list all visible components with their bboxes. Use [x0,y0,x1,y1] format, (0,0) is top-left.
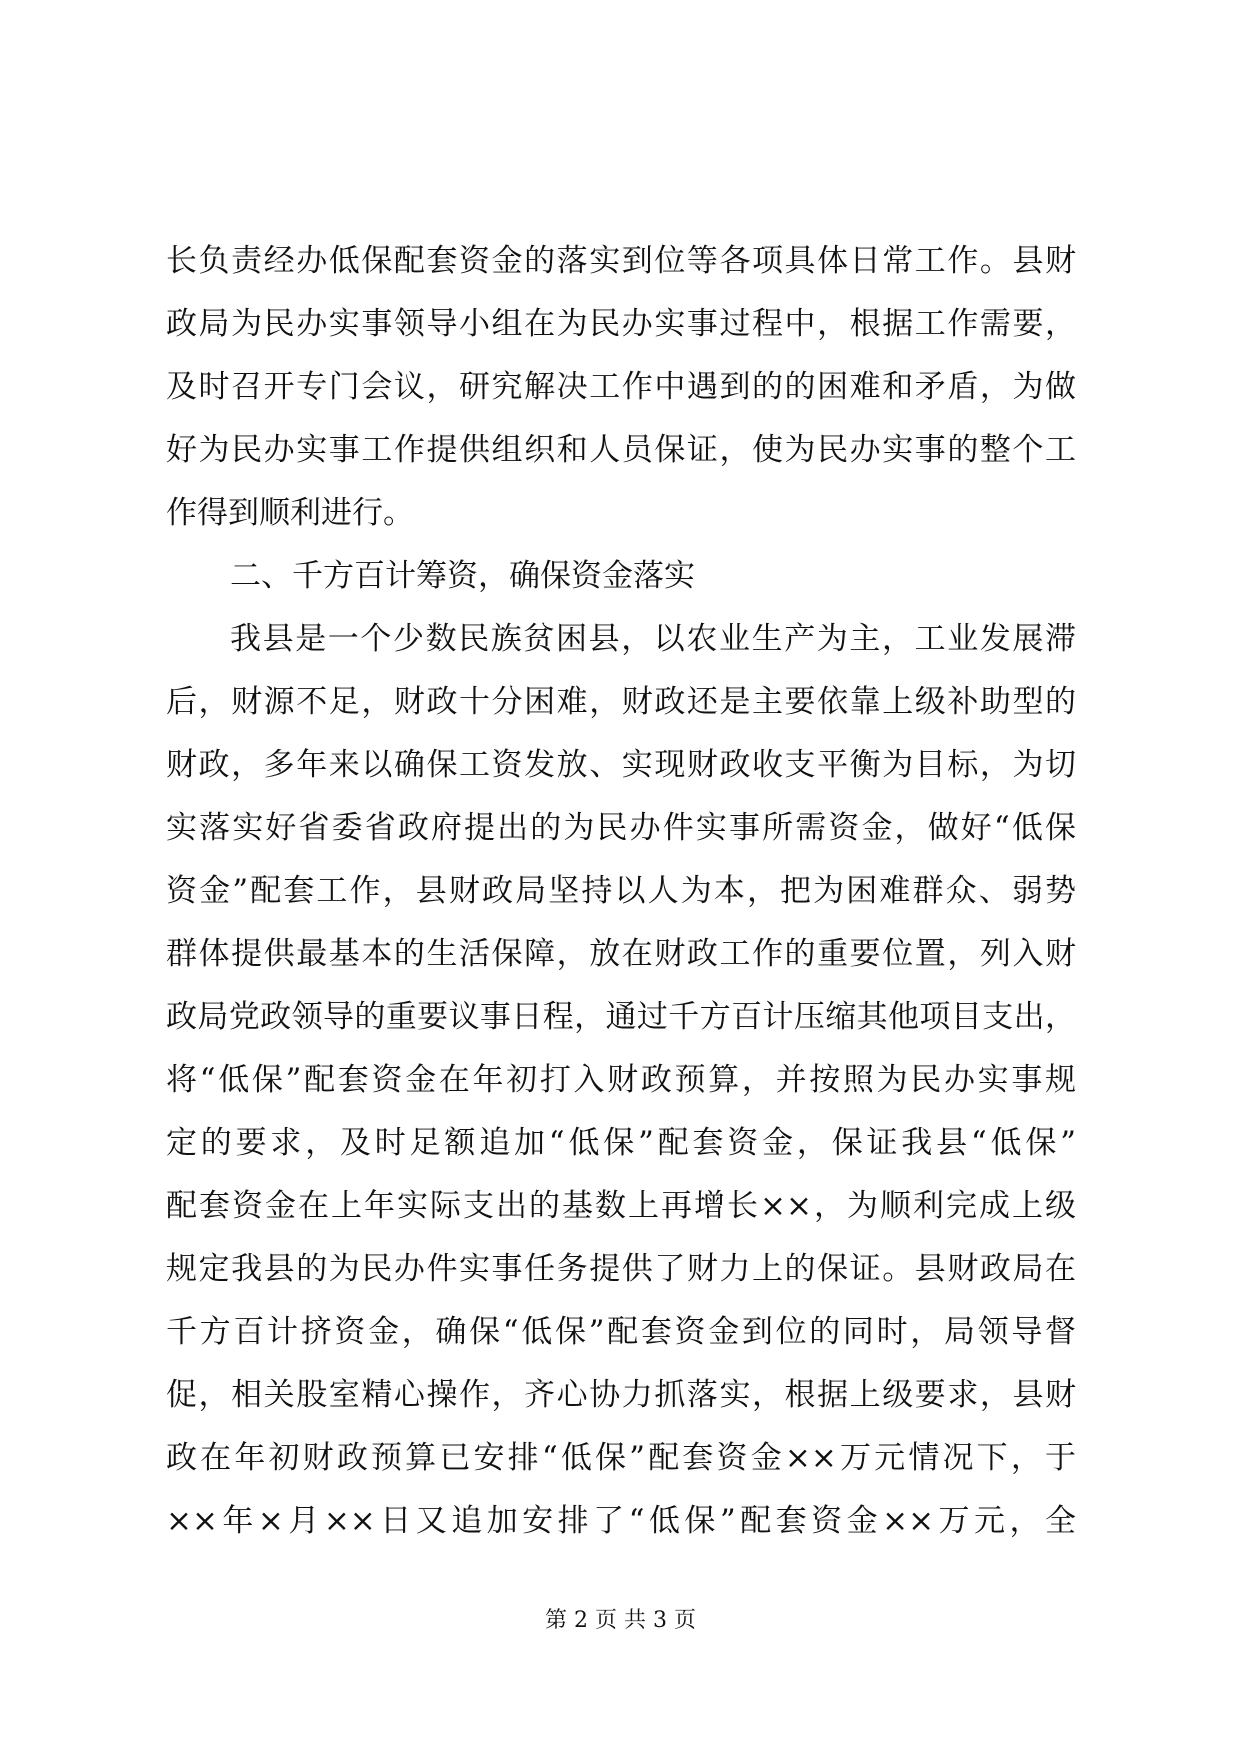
text-line: 将“低保”配套资金在年初打入财政预算，并按照为民办实事规 [166,1062,1076,1098]
text-line: 资金”配套工作，县财政局坚持以人为本，把为困难群众、弱势 [166,873,1076,909]
body-text [166,230,1076,1553]
text-line: 实落实好省委省政府提出的为民办件实事所需资金，做好“低保 [166,810,1076,846]
text-line: ××年×月××日又追加安排了“低保”配套资金××万元，全 [166,1503,1076,1539]
page-number-footer: 第 2 页 共 3 页 [545,1608,696,1633]
text-line: 后，财源不足，财政十分困难，财政还是主要依靠上级补助型的 [166,684,1076,720]
text-line: 我县是一个少数民族贫困县，以农业生产为主，工业发展滞 [230,621,1076,657]
section-heading: 二、千方百计筹资，确保资金落实 [230,558,695,594]
text-line: 定的要求，及时足额追加“低保”配套资金，保证我县“低保” [166,1125,1076,1161]
text-line: 群体提供最基本的生活保障，放在财政工作的重要位置，列入财 [166,936,1076,972]
text-line: 政局党政领导的重要议事日程，通过千方百计压缩其他项目支出， [166,999,1076,1035]
text-line: 及时召开专门会议，研究解决工作中遇到的的困难和矛盾，为做 [166,369,1076,405]
text-line: 政局为民办实事领导小组在为民办实事过程中，根据工作需要， [166,306,1076,342]
text-line: 千方百计挤资金，确保“低保”配套资金到位的同时，局领导督 [166,1314,1076,1350]
text-line: 好为民办实事工作提供组织和人员保证，使为民办实事的整个工 [166,432,1076,468]
text-line: 长负责经办低保配套资金的落实到位等各项具体日常工作。县财 [166,243,1076,279]
text-line: 配套资金在上年实际支出的基数上再增长××，为顺利完成上级 [166,1188,1076,1224]
text-line: 促，相关股室精心操作，齐心协力抓落实，根据上级要求，县财 [166,1377,1076,1413]
text-line: 作得到顺利进行。 [166,495,414,531]
text-line: 政在年初财政预算已安排“低保”配套资金××万元情况下，于 [166,1440,1076,1476]
text-line: 规定我县的为民办件实事任务提供了财力上的保证。县财政局在 [166,1251,1076,1287]
text-line: 财政，多年来以确保工资发放、实现财政收支平衡为目标，为切 [166,747,1076,783]
